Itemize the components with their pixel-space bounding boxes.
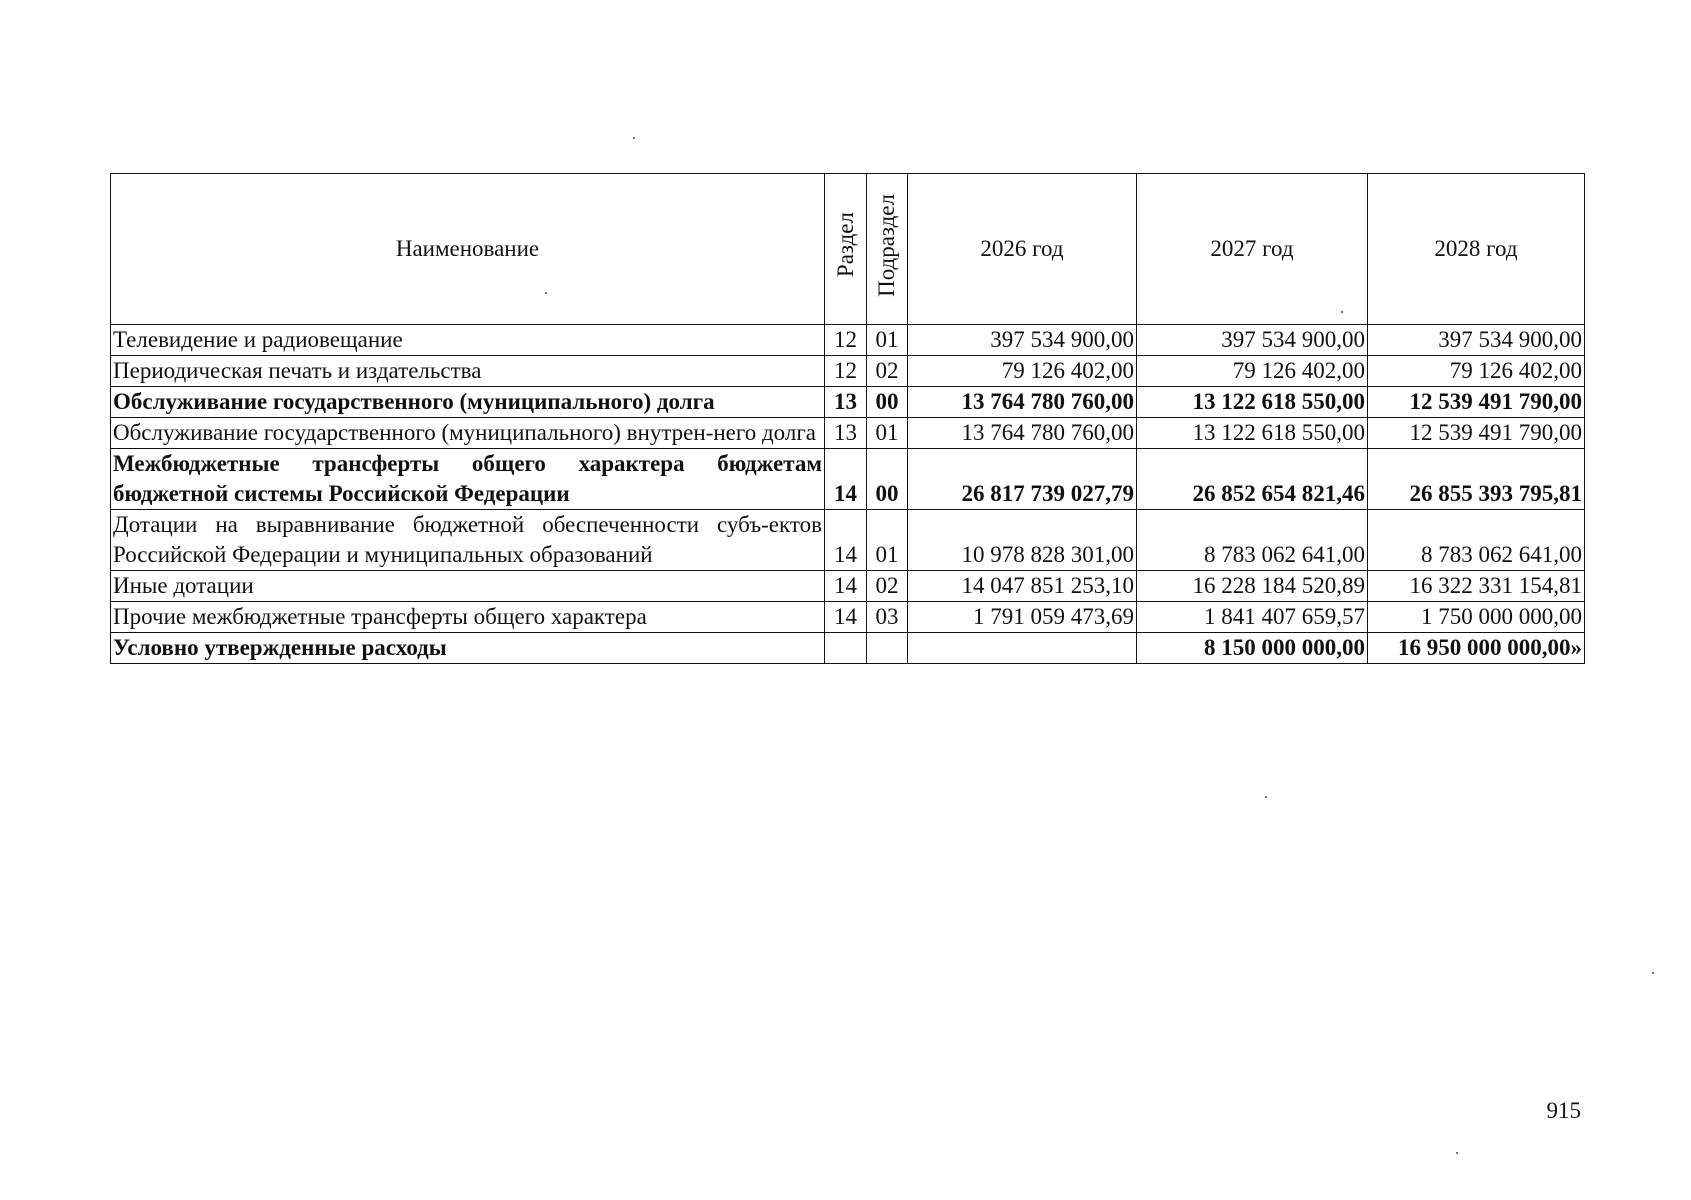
table-row-bold (111, 387, 1585, 418)
row-subsection: 01 (867, 325, 908, 356)
row-section: 13 (825, 418, 867, 449)
row-value-2027: 1 841 407 659,57 (1137, 602, 1368, 633)
table-row (111, 325, 1585, 356)
row-value-2028: 16 322 331 154,81 (1368, 571, 1585, 602)
row-subsection: 02 (867, 571, 908, 602)
row-name: Иные дотации (111, 571, 825, 602)
scan-speck (1265, 796, 1267, 798)
header-2028: 2028 год (1368, 174, 1585, 325)
row-value-2026: 79 126 402,00 (908, 356, 1137, 387)
header-section (825, 174, 867, 325)
row-subsection: 00 (867, 449, 908, 510)
row-name: Периодическая печать и издательства (111, 356, 825, 387)
row-value-2026: 14 047 851 253,10 (908, 571, 1137, 602)
row-value-2027: 397 534 900,00 (1137, 325, 1368, 356)
row-value-2026: 13 764 780 760,00 (908, 418, 1137, 449)
scan-speck (1652, 972, 1654, 974)
row-name: Обслуживание государственного (муниципального) долга (111, 387, 825, 418)
row-section: 12 (825, 356, 867, 387)
row-name: Условно утвержденные расходы (111, 633, 825, 664)
row-subsection: 01 (867, 418, 908, 449)
row-name: Обслуживание государственного (муниципального) внутрен-него долга (111, 418, 825, 449)
row-value-2028: 16 950 000 000,00» (1368, 633, 1585, 664)
row-subsection: 00 (867, 387, 908, 418)
header-name: Наименование (111, 174, 825, 325)
row-value-2028: 26 855 393 795,81 (1368, 449, 1585, 510)
row-value-2027: 16 228 184 520,89 (1137, 571, 1368, 602)
row-value-2028: 12 539 491 790,00 (1368, 418, 1585, 449)
row-subsection: 01 (867, 510, 908, 571)
row-value-2026 (908, 633, 1137, 664)
row-name: Прочие межбюджетные трансферты общего характера (111, 602, 825, 633)
header-subsection-label: Подраздел (874, 193, 899, 297)
row-name: Телевидение и радиовещание (111, 325, 825, 356)
row-value-2027: 8 783 062 641,00 (1137, 510, 1368, 571)
row-value-2027: 79 126 402,00 (1137, 356, 1368, 387)
row-name: Межбюджетные трансферты общего характера бюджетам бюджетной системы Российской Федерации (111, 449, 825, 510)
row-section (825, 633, 867, 664)
page-number: 915 (1546, 1098, 1581, 1123)
row-value-2027: 26 852 654 821,46 (1137, 449, 1368, 510)
row-section: 13 (825, 387, 867, 418)
table-row-bold (111, 633, 1585, 664)
table-row (111, 356, 1585, 387)
row-section: 14 (825, 449, 867, 510)
table-row (111, 418, 1585, 449)
row-value-2026: 397 534 900,00 (908, 325, 1137, 356)
table-row (111, 571, 1585, 602)
table-row (111, 602, 1585, 633)
row-section: 14 (825, 510, 867, 571)
row-subsection: 03 (867, 602, 908, 633)
header-subsection (867, 174, 908, 325)
row-value-2028: 12 539 491 790,00 (1368, 387, 1585, 418)
row-value-2027: 8 150 000 000,00 (1137, 633, 1368, 664)
row-value-2027: 13 122 618 550,00 (1137, 387, 1368, 418)
scan-speck (1456, 1152, 1458, 1154)
row-name: Дотации на выравнивание бюджетной обеспеченности субъ-ектов Российской Федерации и муниципальных образований (111, 510, 825, 571)
budget-table (110, 173, 1585, 664)
row-value-2026: 26 817 739 027,79 (908, 449, 1137, 510)
row-value-2026: 10 978 828 301,00 (908, 510, 1137, 571)
row-subsection: 02 (867, 356, 908, 387)
row-value-2028: 1 750 000 000,00 (1368, 602, 1585, 633)
header-section-label: Раздел (832, 212, 858, 278)
row-subsection (867, 633, 908, 664)
row-section: 12 (825, 325, 867, 356)
row-section: 14 (825, 571, 867, 602)
row-value-2028: 8 783 062 641,00 (1368, 510, 1585, 571)
row-value-2028: 397 534 900,00 (1368, 325, 1585, 356)
row-value-2028: 79 126 402,00 (1368, 356, 1585, 387)
header-2027: 2027 год (1137, 174, 1368, 325)
table-header-row (111, 174, 1585, 325)
row-section: 14 (825, 602, 867, 633)
table-row (111, 510, 1585, 571)
row-value-2027: 13 122 618 550,00 (1137, 418, 1368, 449)
row-value-2026: 1 791 059 473,69 (908, 602, 1137, 633)
table-row-bold (111, 449, 1585, 510)
row-value-2026: 13 764 780 760,00 (908, 387, 1137, 418)
scan-speck (633, 137, 635, 139)
header-2026: 2026 год (908, 174, 1137, 325)
